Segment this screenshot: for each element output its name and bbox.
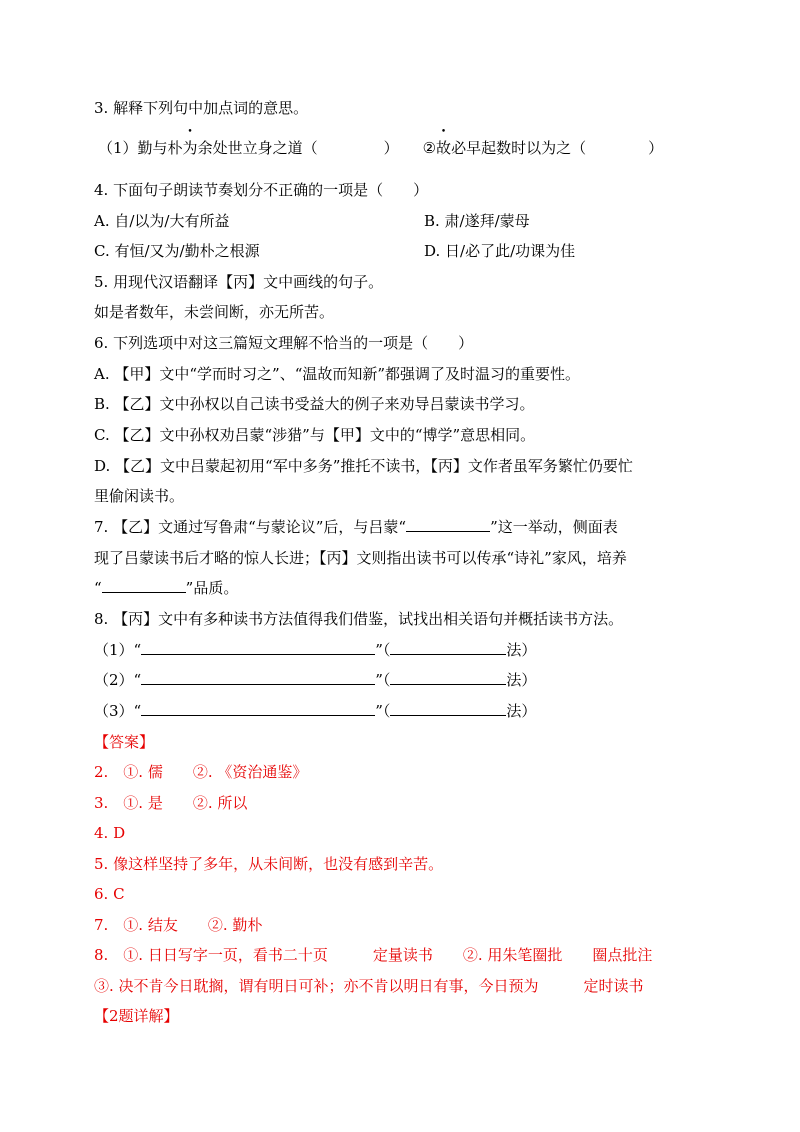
answer-5: 5. 像这样坚持了多年，从未间断，也没有感到辛苦。 <box>94 855 444 873</box>
q7-line3-post: ”品质。 <box>185 579 239 597</box>
q4-option-a: A. 自/以为/大有所益 <box>94 212 230 230</box>
q6-option-a: A. 【甲】文中“学而时习之”、“温故而知新”都强调了及时温习的重要性。 <box>94 365 581 383</box>
q8-row-3-mid: ”（ <box>375 702 391 720</box>
q8-row-3 <box>94 701 536 721</box>
q8-row-2-method-blank[interactable] <box>390 670 506 685</box>
q3-title: 3. 解释下列句中加点词的意思。 <box>94 99 309 117</box>
q6-option-b: B. 【乙】文中孙权以自己读书受益大的例子来劝导吕蒙读书学习。 <box>94 395 535 413</box>
q8-row-1-num: （1）“ <box>94 641 142 659</box>
detail-header: 【2题详解】 <box>94 1007 179 1025</box>
q8-row-2-num: （2）“ <box>94 671 142 689</box>
q7-blank-1[interactable] <box>406 517 490 532</box>
answer-8-line1: 8. ①. 日日写字一页，看书二十页 定量读书 ②. 用朱笔圈批 圈点批注 <box>94 946 653 964</box>
q8-title: 8. 【丙】文中有多种读书方法值得我们借鉴，试找出相关语句并概括读书方法。 <box>94 610 624 628</box>
q3-item1-dotted-word: 为 <box>182 139 198 157</box>
q3-item2-close: ） <box>648 139 664 157</box>
q7-line1-post: ”这一举动，侧面表 <box>490 518 618 536</box>
q4-option-b: B. 肃/遂拜/蒙母 <box>424 212 530 230</box>
answer-header: 【答案】 <box>94 733 155 751</box>
q7-blank-2[interactable] <box>102 578 186 593</box>
q3-item2-pre: ② <box>422 139 437 157</box>
answer-6: 6. C <box>94 885 125 903</box>
q4-option-d: D. 日/必了此/功课为佳 <box>424 242 576 260</box>
q6-option-d-line2: 里偷闲读书。 <box>94 487 185 505</box>
q7-line1 <box>94 517 618 537</box>
answer-4: 4. D <box>94 824 126 842</box>
q8-row-1-mid: ”（ <box>375 641 391 659</box>
q8-row-3-method-blank[interactable] <box>390 701 506 716</box>
q8-row-3-end: 法） <box>506 702 537 720</box>
q3-item1-close: ） <box>383 139 399 157</box>
q5-sentence: 如是者数年，未尝间断，亦无所苦。 <box>94 303 335 321</box>
q3-item1-pre: （1）勤与朴 <box>98 139 183 157</box>
q5-title: 5. 用现代汉语翻译【丙】文中画线的句子。 <box>94 273 384 291</box>
q8-row-2-mid: ”（ <box>375 671 391 689</box>
q3-item2-post: 必早起数时以为之（ <box>451 139 587 157</box>
answer-7: 7. ①. 结友 ②. 勤朴 <box>94 916 263 934</box>
q8-row-1-method-blank[interactable] <box>390 640 506 655</box>
q8-row-3-quote-blank[interactable] <box>141 701 375 716</box>
q8-row-2-quote-blank[interactable] <box>141 670 375 685</box>
q8-row-1 <box>94 640 536 660</box>
answer-3: 3. ①. 是 ②. 所以 <box>94 794 248 812</box>
q3-item2-dotted-word: 故 <box>436 139 452 157</box>
q6-title: 6. 下列选项中对这三篇短文理解不恰当的一项是（ ） <box>94 334 474 352</box>
q8-row-2 <box>94 670 536 690</box>
answer-2: 2. ①. 儒 ②. 《资治通鉴》 <box>94 763 308 781</box>
q8-row-3-num: （3）“ <box>94 702 142 720</box>
q3-items <box>98 138 663 158</box>
q7-line1-pre: 7. 【乙】文通过写鲁肃“与蒙论议”后，与吕蒙“ <box>94 518 407 536</box>
q4-title: 4. 下面句子朗读节奏划分不正确的一项是（ ） <box>94 181 429 199</box>
q4-option-c: C. 有恒/又为/勤朴之根源 <box>94 242 260 260</box>
q8-row-2-end: 法） <box>506 671 537 689</box>
q7-line2: 现了吕蒙读书后才略的惊人长进；【丙】文则指出读书可以传承“诗礼”家风，培养 <box>94 549 627 567</box>
q7-line3 <box>94 578 238 598</box>
q6-option-c: C. 【乙】文中孙权劝吕蒙“涉猎”与【甲】文中的“博学”意思相同。 <box>94 426 536 444</box>
q3-item1-post: 余处世立身之道（ <box>197 139 318 157</box>
q8-row-1-end: 法） <box>506 641 537 659</box>
q7-line3-pre: “ <box>94 579 102 597</box>
answer-8-line2: ③. 决不肯今日耽搁，谓有明日可补；亦不肯以明日有事，今日预为 定时读书 <box>94 977 644 995</box>
q6-option-d-line1: D. 【乙】文中吕蒙起初用“军中多务”推托不读书，【丙】文作者虽军务繁忙仍要忙 <box>94 457 633 475</box>
q8-row-1-quote-blank[interactable] <box>141 640 375 655</box>
